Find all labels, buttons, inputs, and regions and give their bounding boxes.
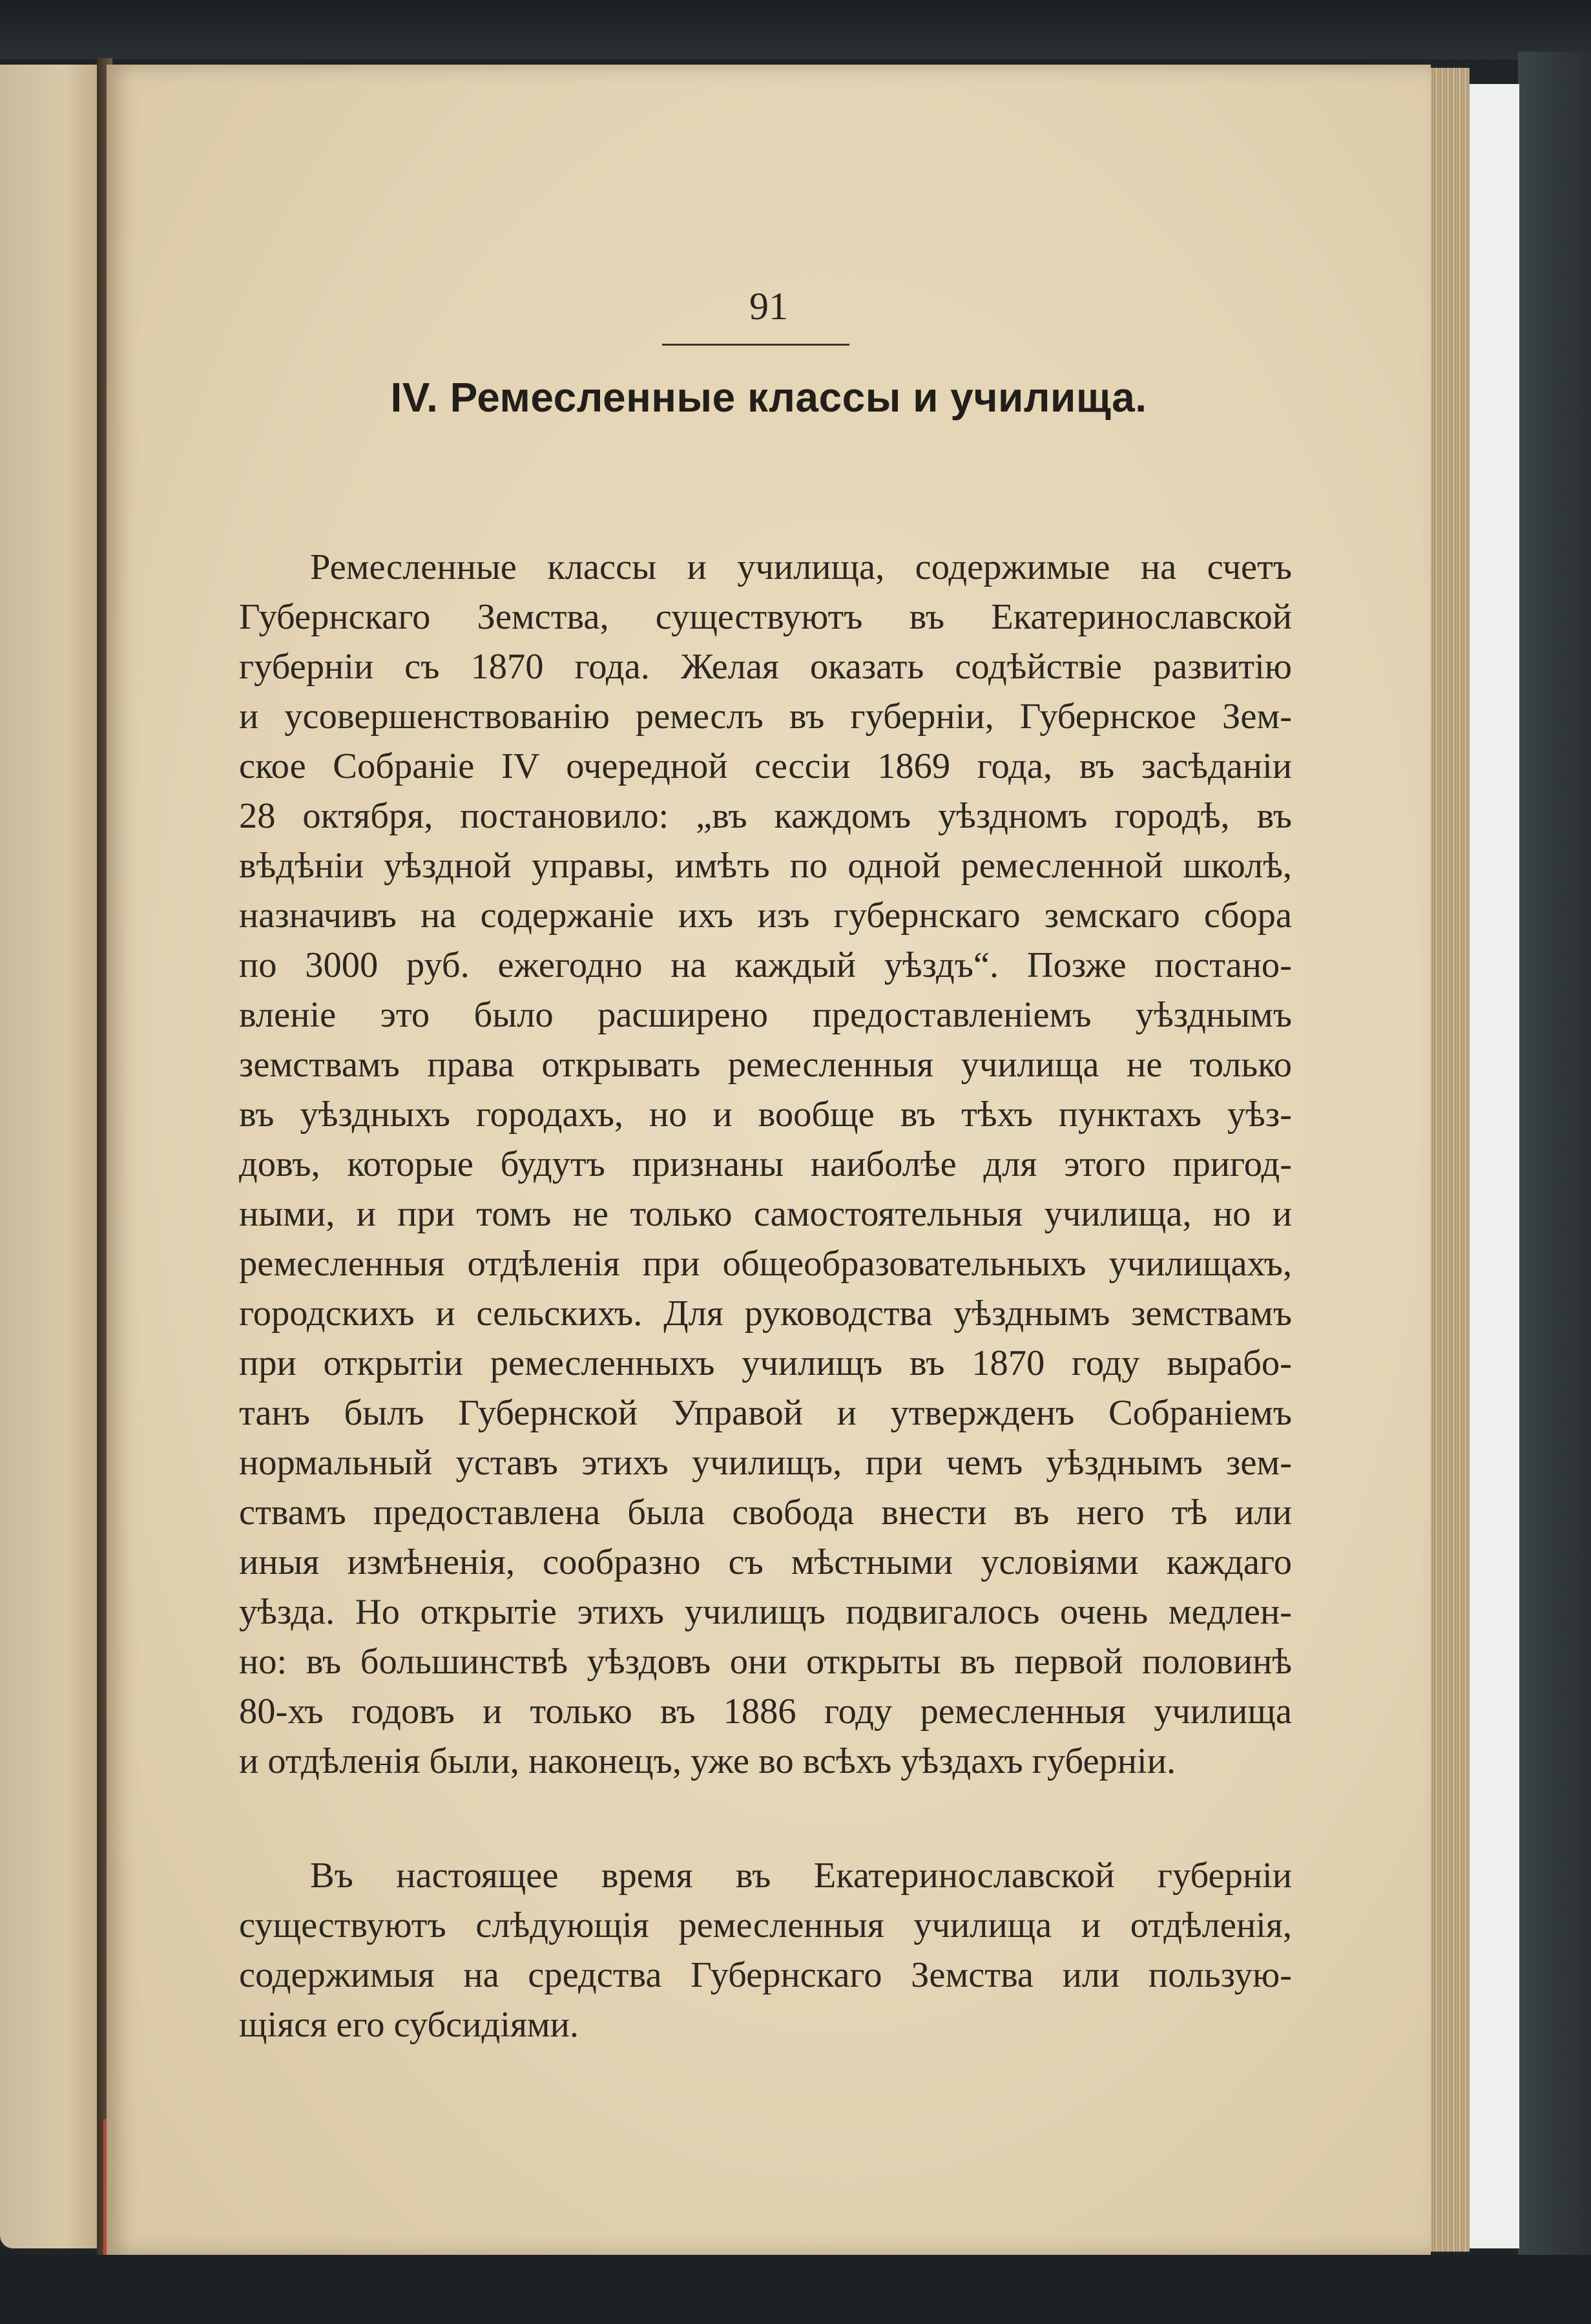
text-line: ствамъ предоставлена была свобода внести въ него тѣ или (239, 1492, 1292, 1533)
left-page-fragment (0, 65, 107, 2248)
text-line: городскихъ и сельскихъ. Для руководства уѣзднымъ земствамъ (239, 1293, 1292, 1334)
text-line: Въ настоящее время въ Екатеринославской губерніи (310, 1856, 1292, 1896)
text-line: Ремесленные классы и училища, содержимые на счетъ (310, 547, 1292, 587)
book-cover-top (0, 0, 1591, 59)
page-number: 91 (749, 285, 788, 328)
text-line: уѣзда. Но открытіе этихъ училищъ подвигалось очень медлен- (239, 1592, 1292, 1632)
endpaper (1466, 84, 1519, 2248)
text-line: ское Собраніе IV очередной сессіи 1869 года, въ засѣданіи (239, 746, 1292, 786)
section-heading: IV. Ремесленные классы и училища. (390, 374, 1147, 421)
text-line: существуютъ слѣдующія ремесленныя училища и отдѣленія, (239, 1905, 1292, 1945)
text-line: 28 октября, постановило: „въ каждомъ уѣздномъ городѣ, въ (239, 796, 1292, 836)
book-cover-bottom (0, 2255, 1591, 2324)
book-cover-right (1518, 52, 1591, 2324)
text-line: содержимыя на средства Губернскаго Земства или пользую- (239, 1955, 1292, 1995)
text-line: вленіе это было расширено предоставленіемъ уѣзднымъ (239, 995, 1292, 1035)
text-line: ными, и при томъ не только самостоятельныя училища, но и (239, 1194, 1292, 1234)
text-line: но: въ большинствѣ уѣздовъ они открыты въ первой половинѣ (239, 1642, 1292, 1682)
book-page (107, 65, 1431, 2255)
text-line: ремесленныя отдѣленія при общеобразовательныхъ училищахъ, (239, 1244, 1292, 1284)
text-line: при открытіи ремесленныхъ училищъ въ 1870 году вырабо- (239, 1343, 1292, 1383)
paragraph-2 (239, 1851, 1292, 2050)
text-line: Губернскаго Земства, существуютъ въ Екатеринославской (239, 597, 1292, 637)
text-line: танъ былъ Губернской Управой и утвержденъ Собраніемъ (239, 1393, 1292, 1433)
text-line: щіяся его субсидіями. (239, 2005, 579, 2045)
text-line: губерніи съ 1870 года. Желая оказать содѣйствіе развитію (239, 647, 1292, 687)
text-line: и усовершенствованію ремеслъ въ губерніи, Губернское Зем- (239, 696, 1292, 737)
text-line: въ уѣздныхъ городахъ, но и вообще въ тѣхъ пунктахъ уѣз- (239, 1094, 1292, 1135)
text-line: и отдѣленія были, наконецъ, уже во всѣхъ уѣздахъ губерніи. (239, 1741, 1176, 1781)
text-line: нормальный уставъ этихъ училищъ, при чемъ уѣзднымъ зем- (239, 1443, 1292, 1483)
page-number-rule (662, 344, 849, 346)
text-line: назначивъ на содержаніе ихъ изъ губернскаго земскаго сбора (239, 895, 1292, 936)
text-line: земствамъ права открывать ремесленныя училища не только (239, 1045, 1292, 1085)
text-line: иныя измѣненія, сообразно съ мѣстными условіями каждаго (239, 1542, 1292, 1582)
text-line: 80-хъ годовъ и только въ 1886 году ремесленныя училища (239, 1691, 1292, 1732)
text-line: по 3000 руб. ежегодно на каждый уѣздъ“. Позже постано- (239, 945, 1292, 985)
paragraph-1 (239, 543, 1292, 1786)
text-line: довъ, которые будутъ признаны наиболѣе для этого пригод- (239, 1144, 1292, 1184)
text-line: вѣдѣніи уѣздной управы, имѣть по одной ремесленной школѣ, (239, 846, 1292, 886)
